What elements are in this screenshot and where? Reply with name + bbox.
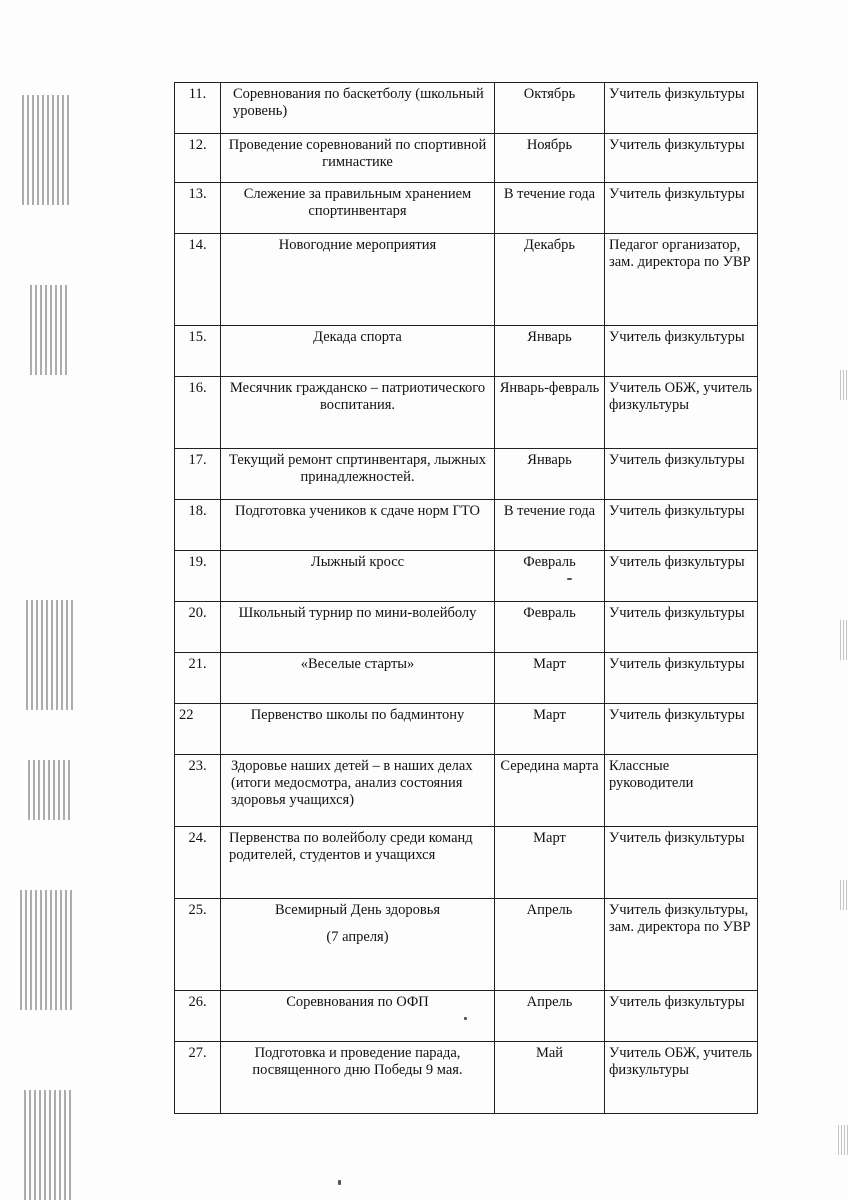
event-date-note: (7 апреля) xyxy=(326,929,389,945)
term-cell: Середина марта xyxy=(495,755,605,827)
event-cell: Школьный турнир по мини-волейболу xyxy=(221,602,495,653)
term-cell: Апрель xyxy=(495,991,605,1042)
responsible-cell: Классные руководители xyxy=(605,755,758,827)
table-row xyxy=(175,234,758,326)
event-cell: Проведение соревнований по спортивной гимнастике xyxy=(221,134,495,183)
event-cell: «Веселые старты» xyxy=(221,653,495,704)
row-number: 11. xyxy=(175,83,221,134)
row-number: 16. xyxy=(175,377,221,449)
table-row xyxy=(175,377,758,449)
row-number: 19. xyxy=(175,551,221,602)
event-cell: Первенства по волейболу среди команд родителей, студентов и учащихся xyxy=(221,827,495,899)
table-row xyxy=(175,1042,758,1114)
event-cell: Здоровье наших детей – в наших делах (итоги медосмотра, анализ состояния здоровья учащихся) xyxy=(221,755,495,827)
term-cell: Март xyxy=(495,653,605,704)
responsible-cell: Учитель физкультуры xyxy=(605,83,758,134)
responsible-cell: Учитель физкультуры xyxy=(605,326,758,377)
event-cell: Месячник гражданско – патриотического воспитания. xyxy=(221,377,495,449)
event-title: Всемирный День здоровья xyxy=(274,902,440,918)
table-row xyxy=(175,326,758,377)
term-cell: Март xyxy=(495,704,605,755)
row-number: 18. xyxy=(175,500,221,551)
term-cell: Май xyxy=(495,1042,605,1114)
table-row xyxy=(175,500,758,551)
event-cell: Новогодние мероприятия xyxy=(221,234,495,326)
event-cell: Соревнования по баскетболу (школьный уровень) xyxy=(221,83,495,134)
responsible-cell: Педагог организатор, зам. директора по УВР xyxy=(605,234,758,326)
responsible-cell: Учитель физкультуры xyxy=(605,449,758,500)
table-row xyxy=(175,83,758,134)
row-number: 20. xyxy=(175,602,221,653)
term-cell: Апрель xyxy=(495,899,605,991)
event-cell: Подготовка учеников к сдаче норм ГТО xyxy=(221,500,495,551)
table-row xyxy=(175,899,758,991)
table-row xyxy=(175,653,758,704)
events-table xyxy=(174,82,758,1114)
table-row xyxy=(175,551,758,602)
term-cell: Март xyxy=(495,827,605,899)
term-cell: В течение года xyxy=(495,183,605,234)
term-cell: Январь xyxy=(495,326,605,377)
responsible-cell: Учитель физкультуры xyxy=(605,183,758,234)
term-cell: Январь-февраль xyxy=(495,377,605,449)
row-number: 21. xyxy=(175,653,221,704)
term-cell: Февраль xyxy=(495,602,605,653)
table-row xyxy=(175,827,758,899)
table-row xyxy=(175,991,758,1042)
responsible-cell: Учитель физкультуры xyxy=(605,827,758,899)
table-row xyxy=(175,755,758,827)
row-number: 23. xyxy=(175,755,221,827)
row-number: 27. xyxy=(175,1042,221,1114)
term-cell: Декабрь xyxy=(495,234,605,326)
row-number: 15. xyxy=(175,326,221,377)
row-number: 26. xyxy=(175,991,221,1042)
event-cell xyxy=(221,899,495,991)
responsible-cell: Учитель физкультуры, зам. директора по УВР xyxy=(605,899,758,991)
term-cell: В течение года xyxy=(495,500,605,551)
responsible-cell: Учитель физкультуры xyxy=(605,704,758,755)
table-row xyxy=(175,602,758,653)
row-number: 13. xyxy=(175,183,221,234)
responsible-cell: Учитель физкультуры xyxy=(605,551,758,602)
scan-speck xyxy=(338,1180,341,1185)
scan-edge-left xyxy=(0,0,70,1200)
event-cell: Лыжный кросс xyxy=(221,551,495,602)
term-cell: Февраль xyxy=(495,551,605,602)
table-row xyxy=(175,183,758,234)
event-cell: Соревнования по ОФП xyxy=(221,991,495,1042)
event-cell: Подготовка и проведение парада, посвященного дню Победы 9 мая. xyxy=(221,1042,495,1114)
event-cell: Первенство школы по бадминтону xyxy=(221,704,495,755)
responsible-cell: Учитель физкультуры xyxy=(605,653,758,704)
event-cell: Текущий ремонт спртинвентаря, лыжных принадлежностей. xyxy=(221,449,495,500)
responsible-cell: Учитель ОБЖ, учитель физкультуры xyxy=(605,377,758,449)
table-row xyxy=(175,134,758,183)
row-number: 25. xyxy=(175,899,221,991)
responsible-cell: Учитель ОБЖ, учитель физкультуры xyxy=(605,1042,758,1114)
term-cell: Октябрь xyxy=(495,83,605,134)
term-cell: Январь xyxy=(495,449,605,500)
row-number: 17. xyxy=(175,449,221,500)
term-cell: Ноябрь xyxy=(495,134,605,183)
row-number: 24. xyxy=(175,827,221,899)
row-number: 22 xyxy=(175,704,221,755)
responsible-cell: Учитель физкультуры xyxy=(605,602,758,653)
row-number: 12. xyxy=(175,134,221,183)
scan-edge-right xyxy=(834,0,848,1200)
event-cell: Декада спорта xyxy=(221,326,495,377)
row-number: 14. xyxy=(175,234,221,326)
responsible-cell: Учитель физкультуры xyxy=(605,134,758,183)
event-cell: Слежение за правильным хранением спортинвентаря xyxy=(221,183,495,234)
table-row xyxy=(175,704,758,755)
responsible-cell: Учитель физкультуры xyxy=(605,991,758,1042)
table-row xyxy=(175,449,758,500)
responsible-cell: Учитель физкультуры xyxy=(605,500,758,551)
